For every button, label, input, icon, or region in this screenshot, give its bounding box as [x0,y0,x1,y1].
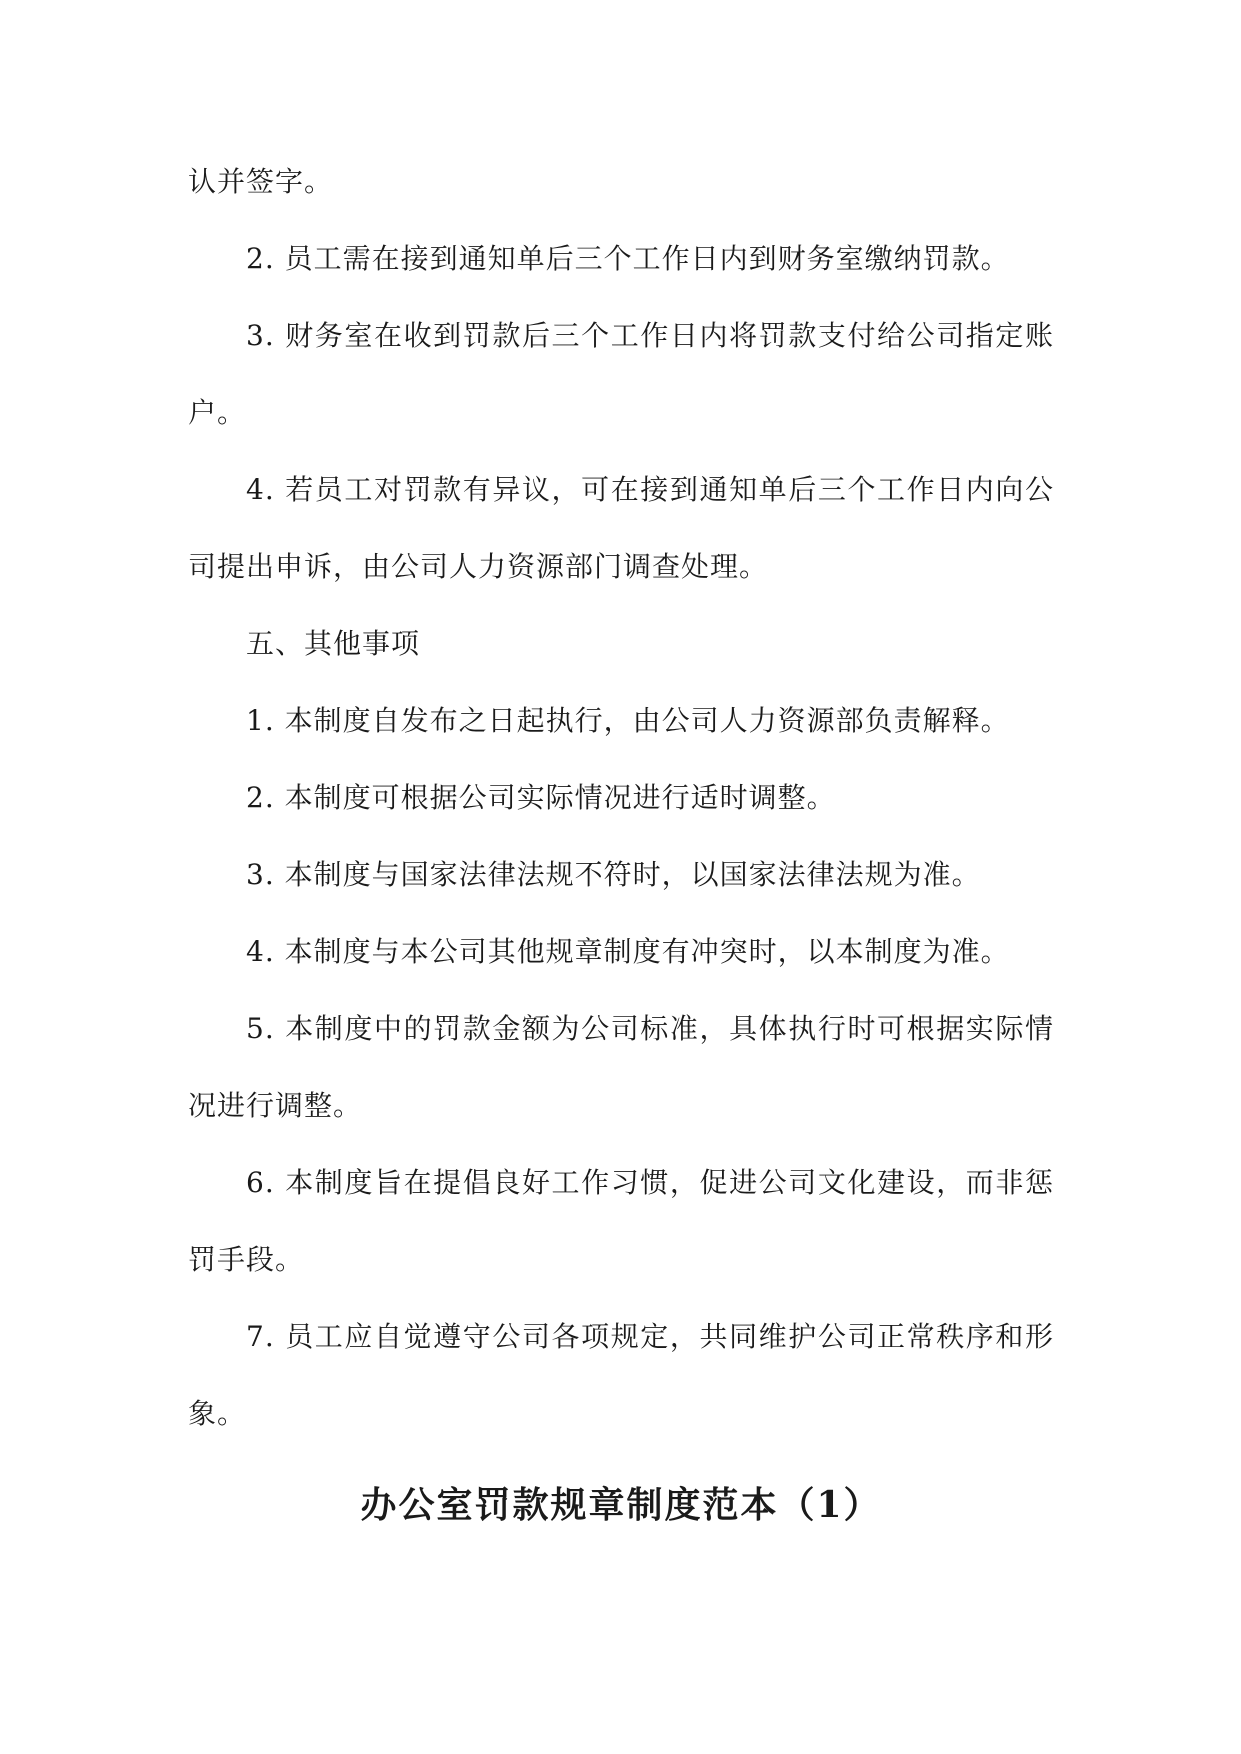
paragraph-other-6: 6. 本制度旨在提倡良好工作习惯，促进公司文化建设，而非惩罚手段。 [188,1166,1054,1276]
paragraph-other-1: 1. 本制度自发布之日起执行，由公司人力资源部负责解释。 [246,704,1010,737]
paragraph-item-4: 4. 若员工对罚款有异议，可在接到通知单后三个工作日内向公司提出申诉，由公司人力资源部门调查处理。 [188,473,1054,583]
document-title: 办公室罚款规章制度范本（1） [360,1484,882,1526]
paragraph-other-7: 7. 员工应自觉遵守公司各项规定，共同维护公司正常秩序和形象。 [188,1320,1054,1430]
paragraph-item-3: 3. 财务室在收到罚款后三个工作日内将罚款支付给公司指定账户。 [188,319,1054,429]
paragraph-other-4: 4. 本制度与本公司其他规章制度有冲突时，以本制度为准。 [246,935,1010,968]
section-heading-other-matters: 五、其他事项 [246,627,421,660]
paragraph-other-2: 2. 本制度可根据公司实际情况进行适时调整。 [246,781,836,814]
paragraph-other-5: 5. 本制度中的罚款金额为公司标准，具体执行时可根据实际情况进行调整。 [188,1012,1054,1122]
paragraph-other-3: 3. 本制度与国家法律法规不符时，以国家法律法规为准。 [246,858,981,891]
document-body [188,143,1054,1452]
paragraph-item-2: 2. 员工需在接到通知单后三个工作日内到财务室缴纳罚款。 [246,242,1010,275]
paragraph-continuation: 认并签字。 [188,165,334,198]
